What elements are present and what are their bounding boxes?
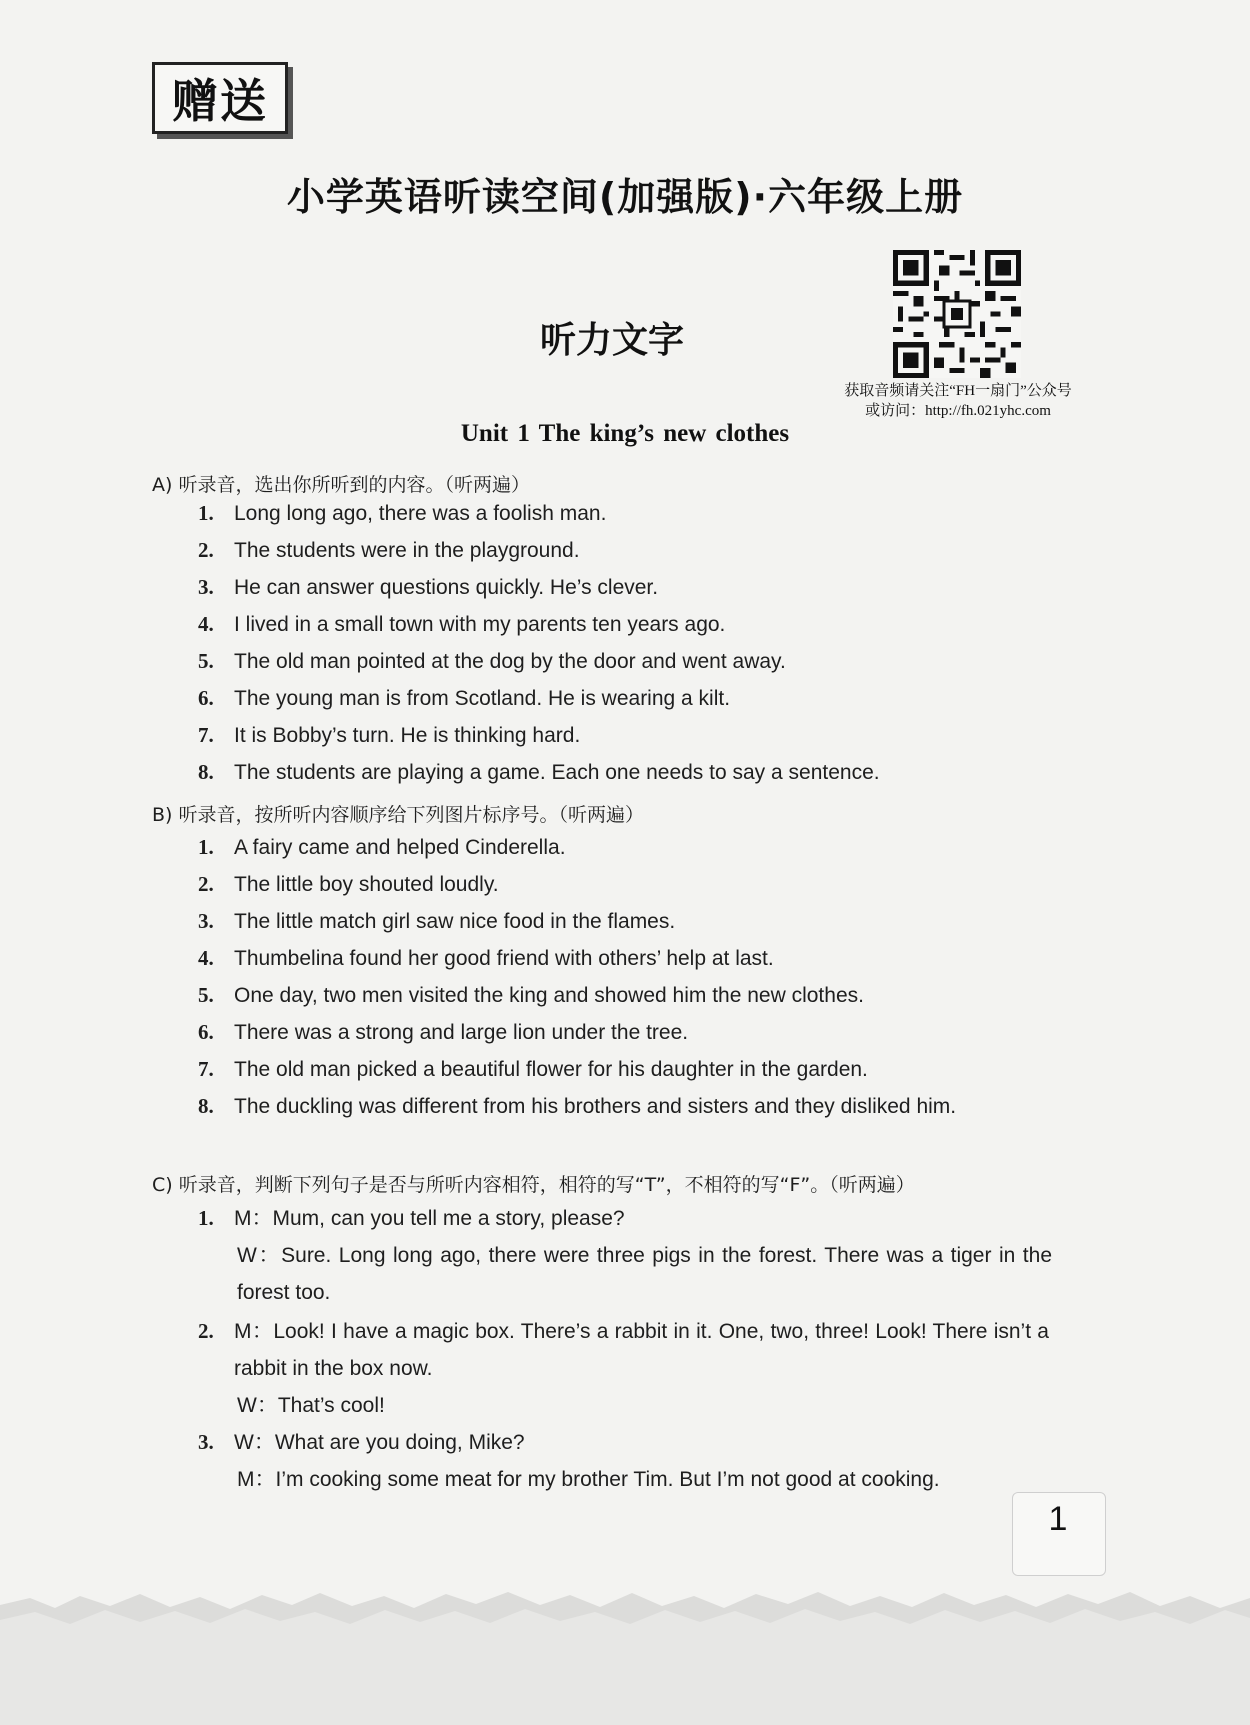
item-number: 3. [198, 575, 214, 599]
item-text: The old man pointed at the dog by the door and went away. [234, 650, 786, 673]
item-text: He can answer questions quickly. He’s clever. [234, 576, 659, 599]
item-number: 1. [198, 835, 214, 859]
qr-caption [818, 381, 1098, 421]
item-text: Thumbelina found her good friend with others’ help at last. [234, 947, 774, 970]
page-number: 1 [1048, 1500, 1068, 1538]
item-text: I lived in a small town with my parents ten years ago. [234, 613, 726, 636]
item-number: 4. [198, 612, 214, 636]
qr-code[interactable] [893, 250, 1021, 378]
list-item [198, 532, 1088, 569]
dialogue-line [198, 1424, 1088, 1461]
list-item [198, 866, 1088, 903]
section-a-heading: A) 听录音，选出你所听到的内容。（听两遍） [152, 474, 530, 496]
item-text: The little match girl saw nice food in the flames. [234, 910, 676, 933]
item-number: 2. [198, 872, 214, 896]
item-number: 6. [198, 1020, 214, 1044]
list-item [198, 1088, 1088, 1125]
section-c-heading: C) 听录音，判断下列句子是否与所听内容相符，相符的写“T”，不相符的写“F”。（听两遍） [152, 1174, 915, 1196]
dialogue-number: 2. [198, 1319, 214, 1343]
dialogue-text: W：That’s cool! [237, 1394, 385, 1417]
item-text: The students are playing a game. Each one needs to say a sentence. [234, 761, 880, 784]
list-item [198, 1051, 1088, 1088]
item-text: The duckling was different from his brothers and sisters and they disliked him. [234, 1095, 957, 1118]
item-text: The old man picked a beautiful flower for his daughter in the garden. [234, 1058, 868, 1081]
unit-title: Unit 1 The king’s new clothes [460, 420, 790, 447]
list-item [198, 940, 1088, 977]
list-item [198, 754, 1088, 791]
item-text: One day, two men visited the king and showed him the new clothes. [234, 984, 864, 1007]
dialogue-number: 3. [198, 1430, 214, 1454]
dialogue-text: M：I’m cooking some meat for my brother Tim. But I’m not good at cooking. [237, 1468, 940, 1491]
item-number: 5. [198, 983, 214, 1007]
item-number: 8. [198, 1094, 214, 1118]
dialogue-number: 1. [198, 1206, 214, 1230]
list-item [198, 977, 1088, 1014]
item-text: A fairy came and helped Cinderella. [234, 836, 566, 859]
dialogue-line [198, 1313, 1088, 1387]
qr-caption-line-2: 或访问：http://fh.021yhc.com [865, 403, 1051, 419]
item-number: 2. [198, 538, 214, 562]
dialogue-text: W：What are you doing, Mike? [234, 1431, 525, 1454]
item-number: 7. [198, 1057, 214, 1081]
item-text: There was a strong and large lion under the tree. [234, 1021, 689, 1044]
decorative-bottom-border [0, 1560, 1250, 1725]
section-b-heading: B) 听录音，按所听内容顺序给下列图片标序号。（听两遍） [152, 804, 644, 826]
item-text: The young man is from Scotland. He is wearing a kilt. [234, 687, 731, 710]
item-text: Long long ago, there was a foolish man. [234, 502, 607, 525]
item-number: 1. [198, 501, 214, 525]
item-number: 7. [198, 723, 214, 747]
list-item [198, 606, 1088, 643]
qr-caption-line-1: 获取音频请关注“FH一扇门”公众号 [844, 383, 1072, 399]
dialogue-text: M：Mum, can you tell me a story, please? [234, 1207, 625, 1230]
dialogue-line [198, 1237, 1088, 1311]
list-item [198, 1014, 1088, 1051]
item-text: The students were in the playground. [234, 539, 580, 562]
item-text: It is Bobby’s turn. He is thinking hard. [234, 724, 581, 747]
item-number: 4. [198, 946, 214, 970]
dialogue-text: W：Sure. Long long ago, there were three pigs in the forest. There was a tiger in the forest too. [237, 1244, 1052, 1304]
item-number: 3. [198, 909, 214, 933]
list-item [198, 680, 1088, 717]
list-item [198, 829, 1088, 866]
list-item [198, 717, 1088, 754]
list-item [198, 569, 1088, 606]
item-number: 6. [198, 686, 214, 710]
dialogue-line [198, 1200, 1088, 1237]
section-title: 听力文字 [540, 319, 685, 361]
gift-badge: 赠送 [152, 62, 288, 134]
dialogue-text: M：Look! I have a magic box. There’s a rabbit in it. One, two, three! Look! There isn’t a rabbit in the box now. [234, 1320, 1049, 1380]
list-item [198, 643, 1088, 680]
list-item [198, 903, 1088, 940]
item-number: 8. [198, 760, 214, 784]
item-number: 5. [198, 649, 214, 673]
list-item [198, 495, 1088, 532]
book-title: 小学英语听读空间(加强版)·六年级上册 [286, 175, 964, 219]
dialogue-line [198, 1461, 1088, 1498]
item-text: The little boy shouted loudly. [234, 873, 499, 896]
dialogue-line [198, 1387, 1088, 1424]
